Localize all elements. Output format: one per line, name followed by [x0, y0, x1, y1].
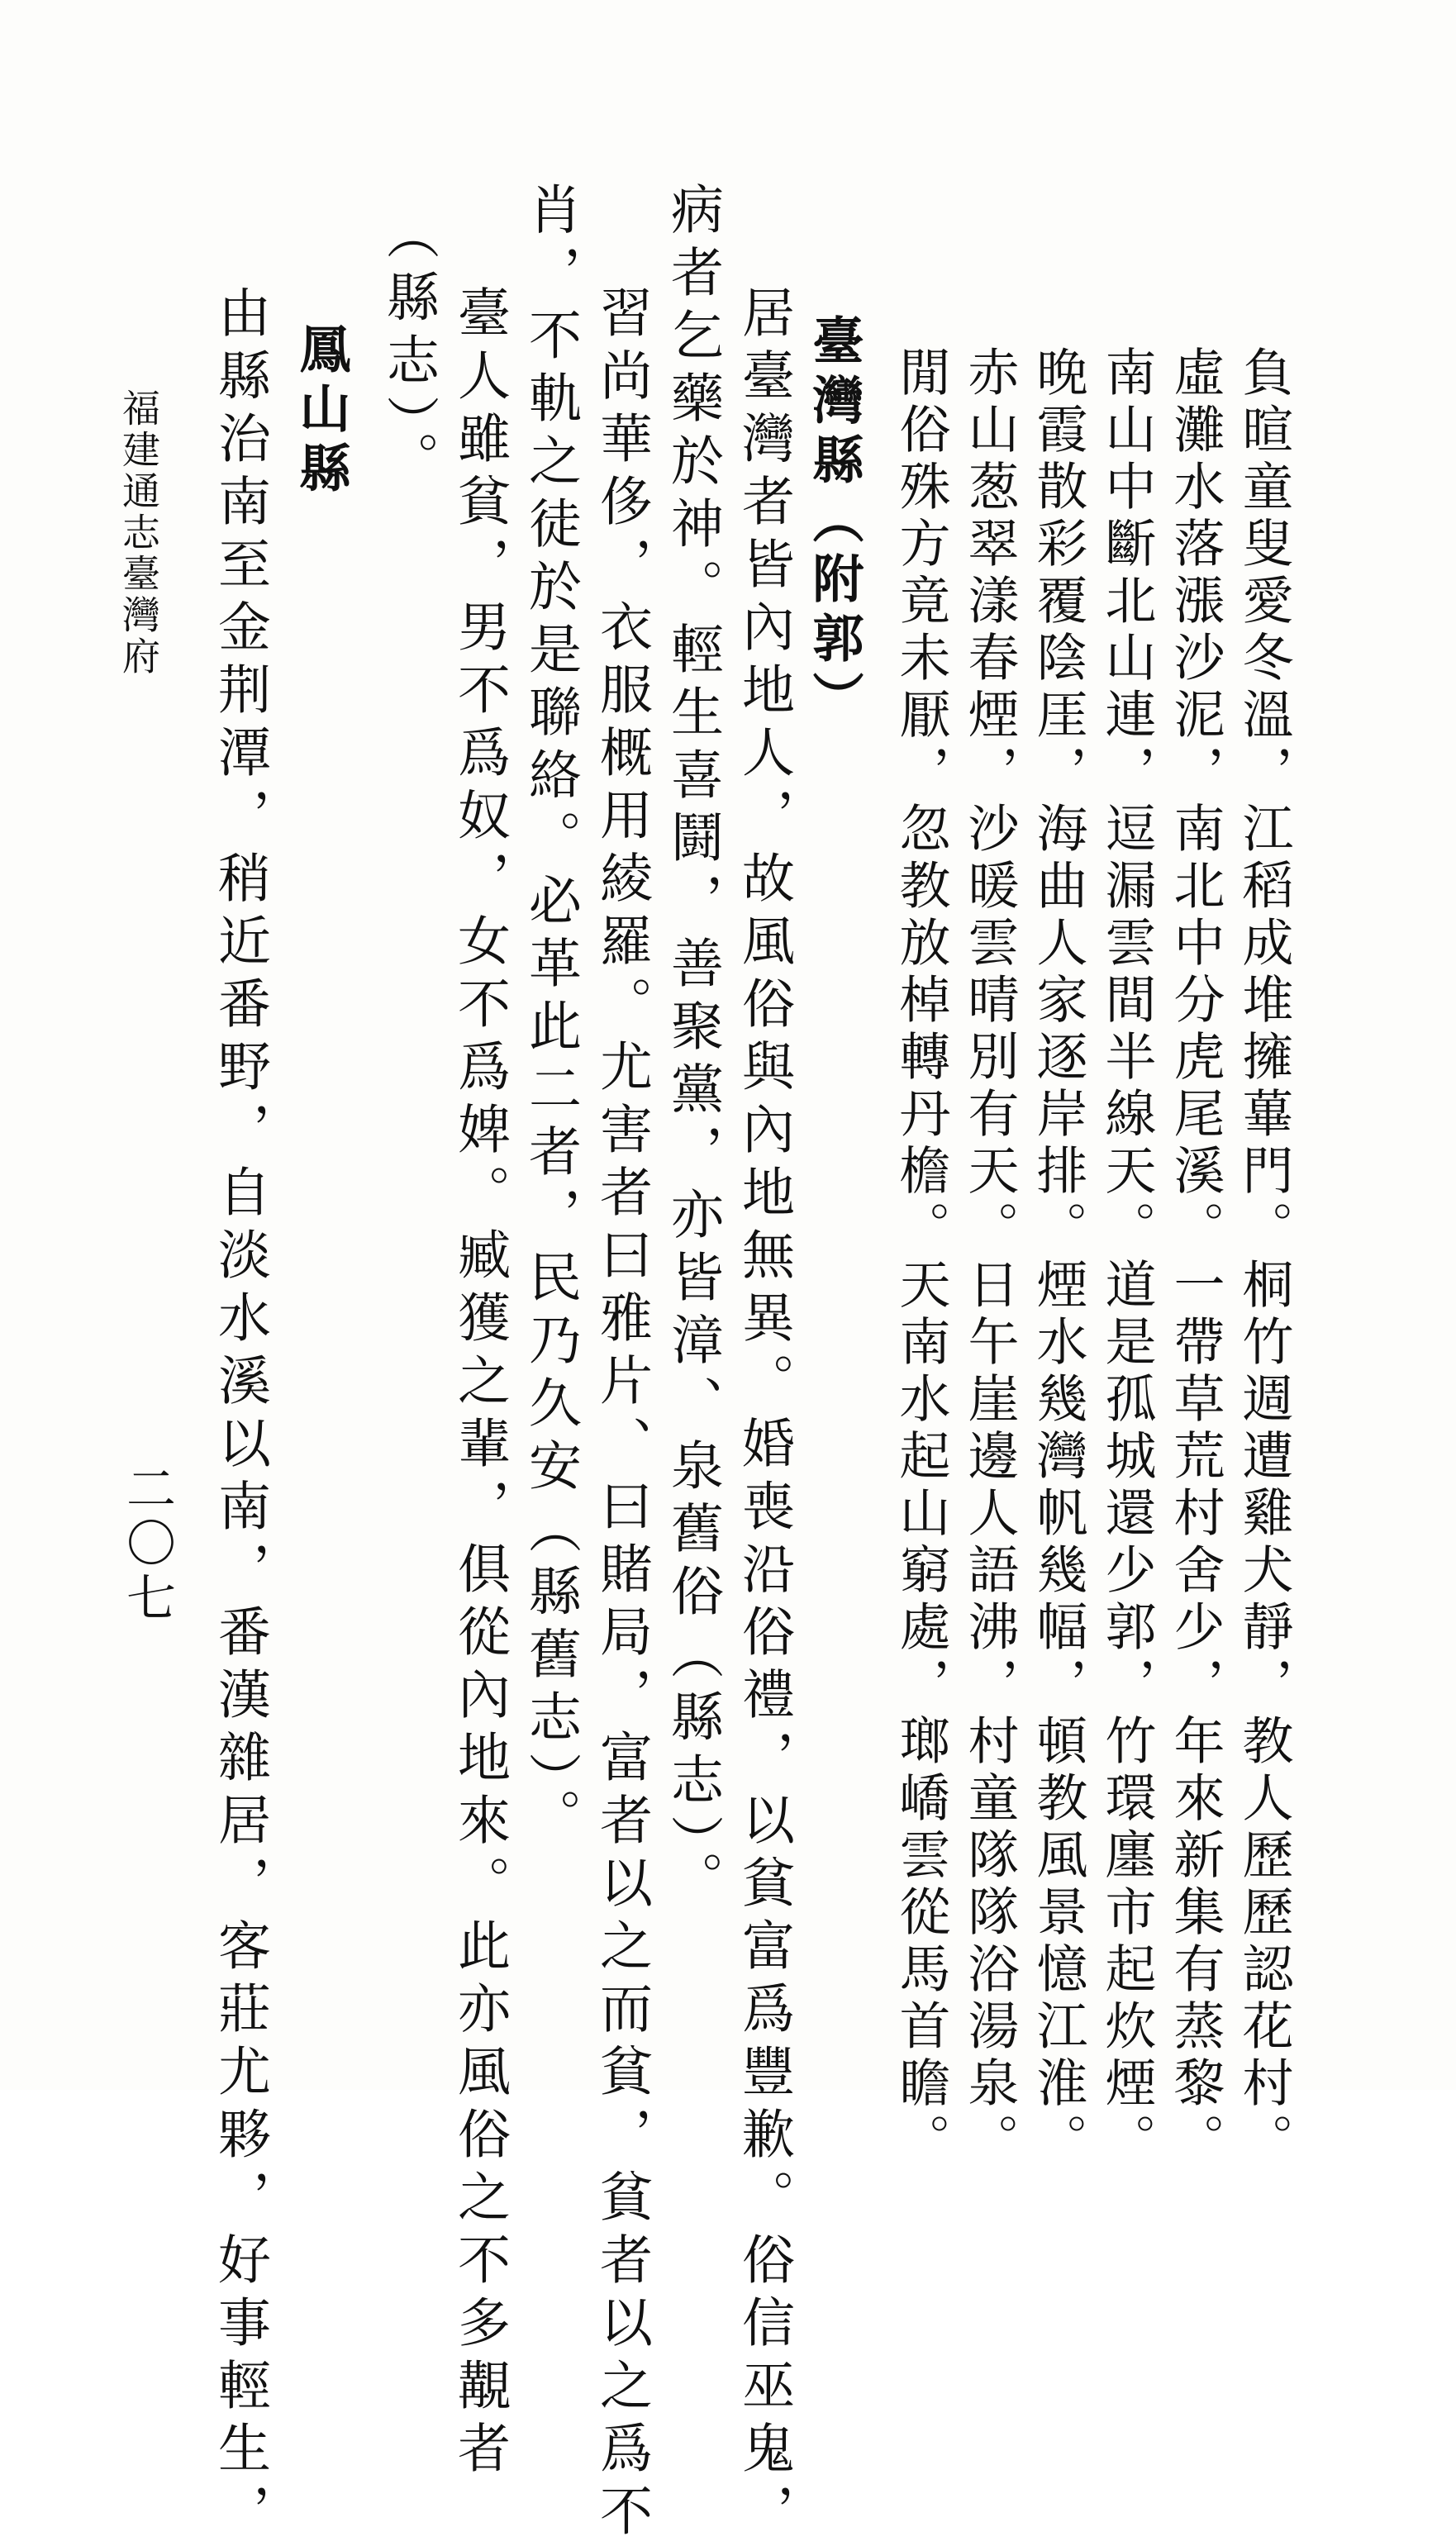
poem-line: 赤山葱翠漾春煙，沙暖雲晴別有天。日午崖邊人語沸，村童隊隊浴湯泉。 [959, 345, 1020, 2170]
poem-line: 晚霞散彩覆陰厓，海曲人家逐岸排。煙水幾灣帆幾幅，頓教風景憶江淮。 [1028, 345, 1088, 2170]
page-number: 二〇七 [118, 1463, 176, 1626]
section-heading-taiwan: 臺灣縣（附郭） [804, 314, 864, 730]
book-title: 福建通志臺灣府 [117, 388, 161, 678]
body-line: 習尚華侈，衣服概用綾羅。尤害者曰雅片、曰賭局，富者以之而貧，貧者以之爲不 [591, 285, 652, 2546]
body-line: 由縣治南至金荆潭，稍近番野，自淡水溪以南，番漢雜居，客莊尤夥，好事輕生， [209, 285, 270, 2546]
poem-line: 負暄童叟愛冬溫，江稻成堆擁蓽門。桐竹週遭雞犬靜，教人歷歷認花村。 [1234, 345, 1294, 2170]
body-line: 病者乞藥於神。輕生喜鬪，善聚黨，亦皆漳、泉舊俗（縣志）。 [662, 182, 723, 1914]
poem-line: 南山中斷北山連，逗漏雲間半線天。道是孤城還少郭，竹環廛市起炊煙。 [1097, 345, 1157, 2170]
poem-line: 虛灘水落漲沙泥，南北中分虎尾溪。一帶草荒村舍少，年來新集有蒸黎。 [1165, 345, 1225, 2170]
poem-line: 閒俗殊方竟未厭，忽教放棹轉丹檐。天南水起山窮處，瑯嶠雲從馬首瞻。 [891, 345, 951, 2170]
body-line: （縣志）。 [378, 207, 439, 494]
body-line: 居臺灣者皆內地人，故風俗與內地無異。婚喪沿俗禮，以貧富爲豐歉。俗信巫鬼， [733, 285, 794, 2546]
section-heading-fengshan: 鳳山縣 [291, 322, 351, 501]
body-line: 臺人雖貧，男不爲奴，女不爲婢。臧獲之輩，俱從內地來。此亦風俗之不多覯者 [449, 285, 510, 2483]
body-line: 肖，不軌之徒於是聯絡。必革此二者，民乃久安（縣舊志）。 [520, 182, 581, 1851]
